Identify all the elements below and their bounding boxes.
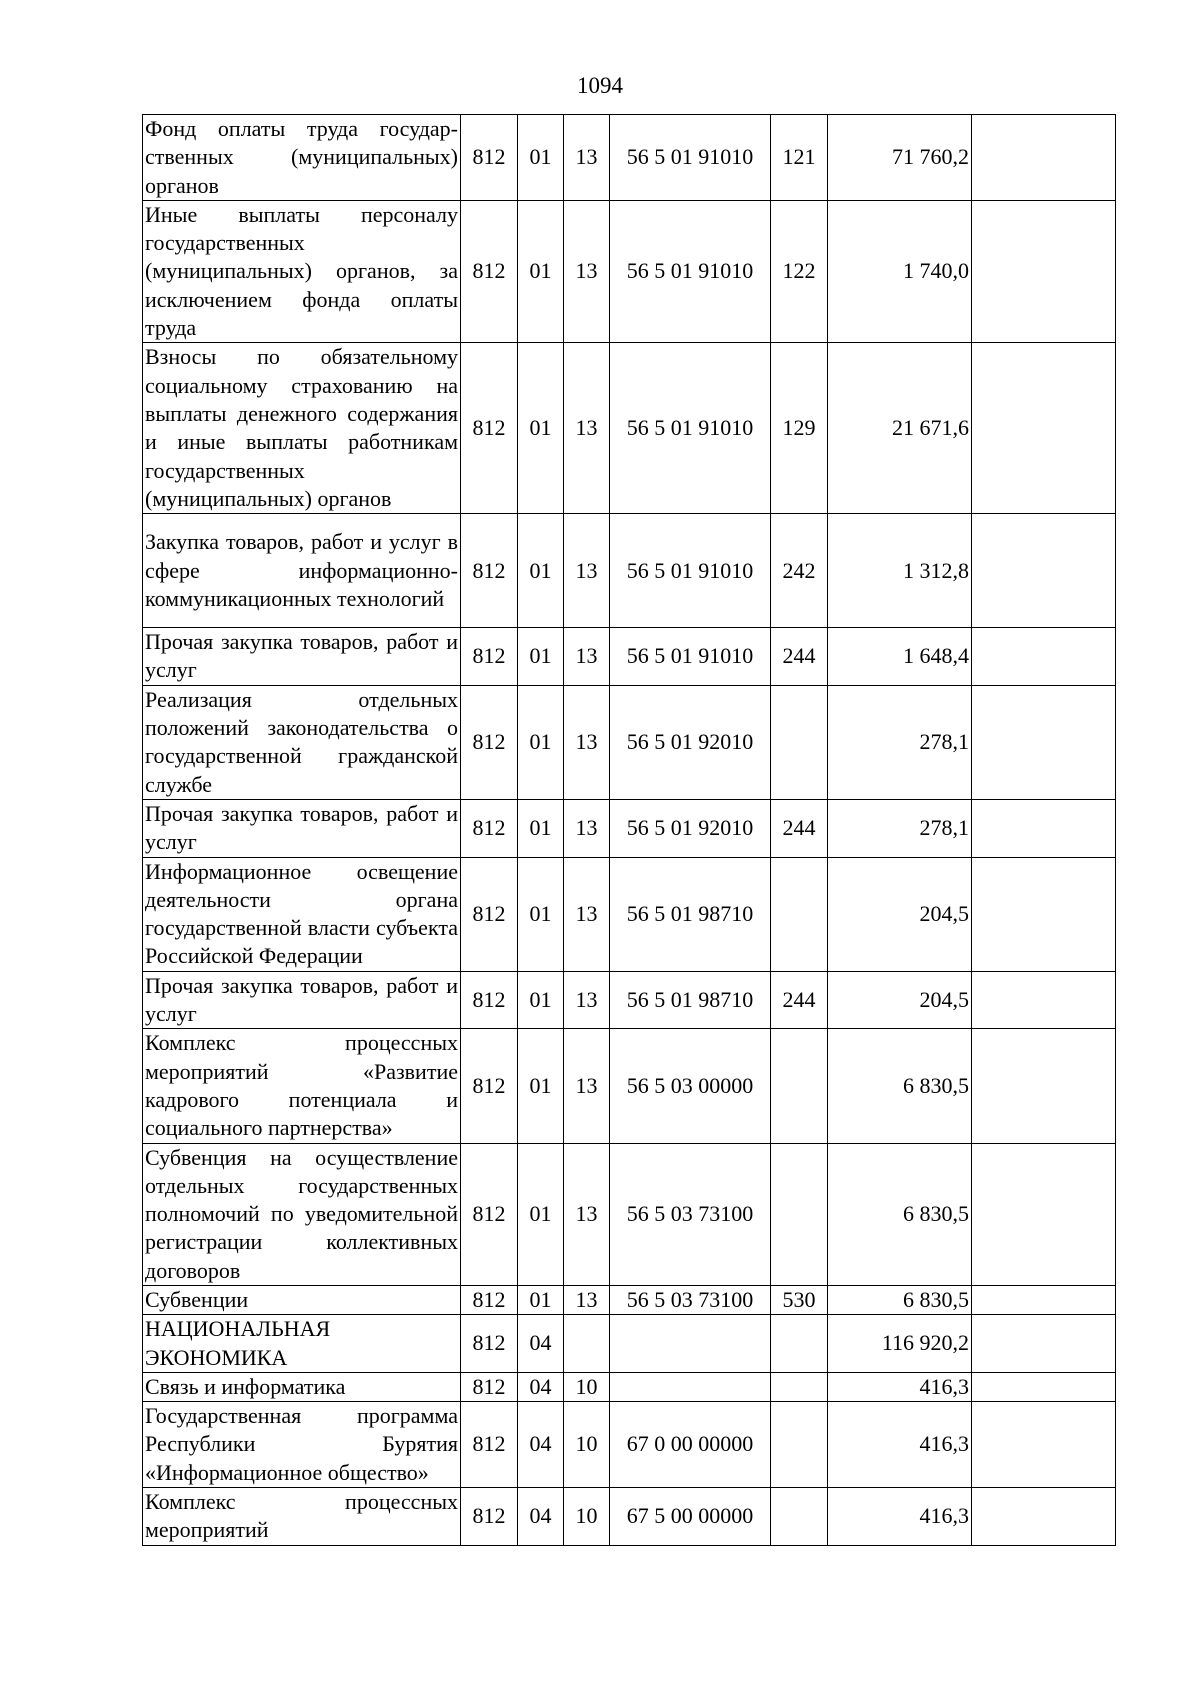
- cell-ved: 812: [461, 514, 518, 628]
- cell-csr: 67 0 00 00000: [610, 1402, 771, 1488]
- cell-vr: [771, 1029, 828, 1143]
- cell-pr: 13: [564, 115, 610, 201]
- cell-name: Иные выплаты персоналу государственных (муниципальных) органов, за исключением фонда оплаты труда: [143, 200, 461, 342]
- cell-rz: 01: [518, 1285, 564, 1314]
- cell-extra: [972, 115, 1116, 201]
- cell-vr: [771, 857, 828, 971]
- cell-ved: 812: [461, 343, 518, 514]
- cell-pr: 13: [564, 799, 610, 857]
- cell-extra: [972, 1372, 1116, 1401]
- cell-vr: 244: [771, 971, 828, 1029]
- cell-rz: 01: [518, 1143, 564, 1285]
- cell-sum: 278,1: [828, 685, 972, 799]
- cell-pr: 13: [564, 857, 610, 971]
- cell-ved: 812: [461, 200, 518, 342]
- cell-sum: 1 312,8: [828, 514, 972, 628]
- cell-rz: 01: [518, 343, 564, 514]
- cell-name: Реализация отдельных положений законодательства о государственной гражданской службе: [143, 685, 461, 799]
- cell-pr: 13: [564, 628, 610, 686]
- cell-ved: 812: [461, 1285, 518, 1314]
- cell-vr: 121: [771, 115, 828, 201]
- cell-extra: [972, 628, 1116, 686]
- cell-pr: 13: [564, 343, 610, 514]
- cell-ved: 812: [461, 1488, 518, 1546]
- cell-extra: [972, 1488, 1116, 1546]
- cell-vr: 129: [771, 343, 828, 514]
- cell-vr: 530: [771, 1285, 828, 1314]
- cell-csr: 56 5 03 73100: [610, 1143, 771, 1285]
- cell-name: Информационное освещение деятельности органа государственной власти субъекта Российской Федерации: [143, 857, 461, 971]
- cell-rz: 01: [518, 685, 564, 799]
- cell-name: Связь и информатика: [143, 1372, 461, 1401]
- cell-name: Взносы по обязательному социальному страхованию на выплаты денежного содержания и иные выплаты работникам государственных (муниципальных) органов: [143, 343, 461, 514]
- cell-extra: [972, 514, 1116, 628]
- cell-sum: 116 920,2: [828, 1315, 972, 1373]
- cell-vr: [771, 1315, 828, 1373]
- cell-ved: 812: [461, 115, 518, 201]
- table-row: [143, 685, 1116, 799]
- cell-extra: [972, 1402, 1116, 1488]
- cell-rz: 01: [518, 1029, 564, 1143]
- cell-vr: [771, 1488, 828, 1546]
- cell-name: Прочая закупка товаров, работ и услуг: [143, 628, 461, 686]
- cell-rz: 01: [518, 200, 564, 342]
- cell-extra: [972, 200, 1116, 342]
- cell-sum: 416,3: [828, 1488, 972, 1546]
- cell-csr: 67 5 00 00000: [610, 1488, 771, 1546]
- cell-ved: 812: [461, 857, 518, 971]
- cell-pr: [564, 1315, 610, 1373]
- cell-ved: 812: [461, 1372, 518, 1401]
- cell-ved: 812: [461, 971, 518, 1029]
- cell-sum: 6 830,5: [828, 1285, 972, 1314]
- cell-vr: 244: [771, 628, 828, 686]
- cell-vr: [771, 1402, 828, 1488]
- cell-extra: [972, 799, 1116, 857]
- cell-sum: 1 648,4: [828, 628, 972, 686]
- cell-extra: [972, 1285, 1116, 1314]
- cell-sum: 416,3: [828, 1402, 972, 1488]
- table-row: [143, 1285, 1116, 1314]
- cell-vr: 122: [771, 200, 828, 342]
- budget-table: [142, 114, 1116, 1546]
- cell-csr: 56 5 01 91010: [610, 115, 771, 201]
- cell-sum: 21 671,6: [828, 343, 972, 514]
- cell-csr: 56 5 03 73100: [610, 1285, 771, 1314]
- cell-pr: 13: [564, 685, 610, 799]
- cell-sum: 6 830,5: [828, 1029, 972, 1143]
- cell-name: Субвенция на осуществление отдельных государственных полномочий по уведомительной регистрации коллективных договоров: [143, 1143, 461, 1285]
- cell-rz: 04: [518, 1488, 564, 1546]
- table-row: [143, 971, 1116, 1029]
- cell-vr: [771, 1372, 828, 1401]
- cell-vr: [771, 1143, 828, 1285]
- cell-sum: 1 740,0: [828, 200, 972, 342]
- cell-rz: 01: [518, 857, 564, 971]
- cell-csr: 56 5 01 98710: [610, 857, 771, 971]
- cell-sum: 204,5: [828, 971, 972, 1029]
- table-row: [143, 1402, 1116, 1488]
- cell-sum: 6 830,5: [828, 1143, 972, 1285]
- cell-rz: 01: [518, 799, 564, 857]
- cell-csr: [610, 1315, 771, 1373]
- cell-extra: [972, 1143, 1116, 1285]
- cell-pr: 10: [564, 1372, 610, 1401]
- table-row: [143, 857, 1116, 971]
- table-row: [143, 200, 1116, 342]
- cell-pr: 13: [564, 1143, 610, 1285]
- cell-extra: [972, 857, 1116, 971]
- cell-csr: 56 5 01 92010: [610, 799, 771, 857]
- cell-pr: 13: [564, 1029, 610, 1143]
- cell-rz: 01: [518, 971, 564, 1029]
- cell-ved: 812: [461, 1029, 518, 1143]
- table-row: [143, 1315, 1116, 1373]
- cell-extra: [972, 1315, 1116, 1373]
- cell-rz: 01: [518, 115, 564, 201]
- cell-pr: 10: [564, 1488, 610, 1546]
- cell-csr: 56 5 01 91010: [610, 343, 771, 514]
- cell-vr: 242: [771, 514, 828, 628]
- table-row: [143, 115, 1116, 201]
- table-row: [143, 514, 1116, 628]
- table-row: [143, 1372, 1116, 1401]
- cell-name: Государственная программа Республики Бурятия «Информационное общество»: [143, 1402, 461, 1488]
- cell-rz: 04: [518, 1402, 564, 1488]
- cell-ved: 812: [461, 685, 518, 799]
- cell-pr: 13: [564, 200, 610, 342]
- cell-name: Комплекс процессных мероприятий «Развитие кадрового потенциала и социального партнерства»: [143, 1029, 461, 1143]
- cell-pr: 13: [564, 1285, 610, 1314]
- cell-csr: 56 5 03 00000: [610, 1029, 771, 1143]
- cell-sum: 278,1: [828, 799, 972, 857]
- cell-name: Прочая закупка товаров, работ и услуг: [143, 799, 461, 857]
- page-number: 1094: [577, 73, 623, 98]
- cell-extra: [972, 971, 1116, 1029]
- cell-name: Прочая закупка товаров, работ и услуг: [143, 971, 461, 1029]
- cell-rz: 04: [518, 1315, 564, 1373]
- cell-name: Фонд оплаты труда государ-ственных (муниципальных) органов: [143, 115, 461, 201]
- cell-name: Субвенции: [143, 1285, 461, 1314]
- table-row: [143, 628, 1116, 686]
- cell-csr: 56 5 01 98710: [610, 971, 771, 1029]
- cell-ved: 812: [461, 1143, 518, 1285]
- cell-vr: 244: [771, 799, 828, 857]
- table-row: [143, 1488, 1116, 1546]
- cell-extra: [972, 1029, 1116, 1143]
- cell-pr: 10: [564, 1402, 610, 1488]
- table-row: [143, 1143, 1116, 1285]
- cell-extra: [972, 343, 1116, 514]
- cell-sum: 204,5: [828, 857, 972, 971]
- cell-csr: 56 5 01 92010: [610, 685, 771, 799]
- cell-rz: 04: [518, 1372, 564, 1401]
- cell-rz: 01: [518, 514, 564, 628]
- cell-ved: 812: [461, 799, 518, 857]
- cell-ved: 812: [461, 628, 518, 686]
- cell-pr: 13: [564, 514, 610, 628]
- cell-name: НАЦИОНАЛЬНАЯ ЭКОНОМИКА: [143, 1315, 461, 1373]
- table-row: [143, 1029, 1116, 1143]
- cell-sum: 416,3: [828, 1372, 972, 1401]
- cell-ved: 812: [461, 1402, 518, 1488]
- cell-csr: 56 5 01 91010: [610, 200, 771, 342]
- cell-ved: 812: [461, 1315, 518, 1373]
- cell-csr: 56 5 01 91010: [610, 628, 771, 686]
- cell-name: Комплекс процессных мероприятий: [143, 1488, 461, 1546]
- table-row: [143, 799, 1116, 857]
- cell-vr: [771, 685, 828, 799]
- cell-csr: [610, 1372, 771, 1401]
- cell-extra: [972, 685, 1116, 799]
- cell-pr: 13: [564, 971, 610, 1029]
- table-row: [143, 343, 1116, 514]
- cell-rz: 01: [518, 628, 564, 686]
- cell-sum: 71 760,2: [828, 115, 972, 201]
- cell-csr: 56 5 01 91010: [610, 514, 771, 628]
- cell-name: Закупка товаров, работ и услуг в сфере информационно-коммуникационных технологий: [143, 514, 461, 628]
